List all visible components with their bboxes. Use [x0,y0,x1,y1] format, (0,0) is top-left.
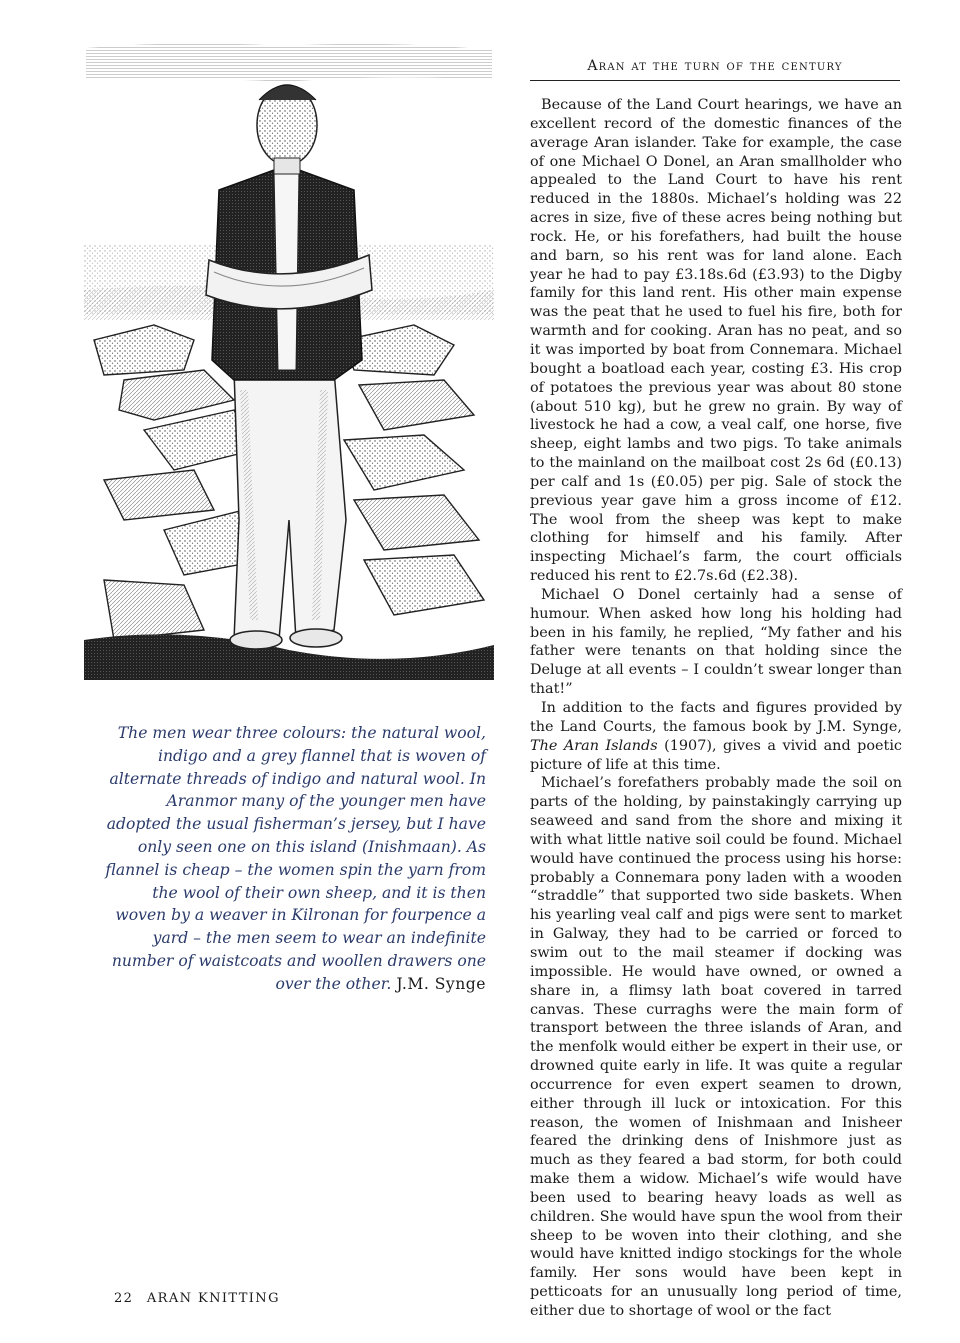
caption-quote: The men wear three colours: the natural wool, indigo and a grey flannel that is woven of alternate threads of indigo and natural wool. In Aranmor many of the younger men have adopted the usual fisherman’s jersey, but I have only seen one on this island (Inishmaan). As flannel is cheap – the women spin the yarn from the wool of their own sheep, and it is then woven by a weaver in Kilronan for fourpence a yard – the men seem to wear an indefinite number of waistcoats and woollen drawers one over the other. [105,724,486,993]
footer-book-title: ARAN KNITTING [146,1291,280,1306]
body-text: (1907), gives a vivid and poetic picture of life at this time. [530,737,902,773]
body-paragraph: Michael’s forefathers probably made the soil on parts of the holding, by painstakingly carrying up seaweed and sand from the shore and mixing it with what little native soil could be found. Michael would have continued the process using his horse: probably a Connemara pony laden with a wooden “straddle” that supported two side baskets. When his yearling veal calf and pigs were sent to market in Galway, they had to be carried or forced to swim out to the mail steamer if docking was impossible. He would have owned, or owned a share in, a flimsy lath boat covered in tarred canvas. These curraghs were the main form of transport between the three islands of Aran, and the menfolk would either be expert in their use, or drowned quite early in life. It was quite a regular occurrence for even expert seamen to drown, either through ill luck or intoxication. For this reason, the women of Inishmaan and Inisheer feared the drinking dens of Inishmore just as much as they feared a bad storm, for both could make them a widow. Michael’s wife would have been used to bearing heavy loads as well as children. She would have spun the wool from their sheep to be woven into their clothing, and she would have knitted indigo stockings for the whole family. Her sons would have been kept in petticoats for an unusually long period of time, either due to shortage of wool or the fact [530,775,902,1319]
body-paragraph: Michael O Donel certainly had a sense of humour. When asked how long his holding had been in his family, he replied, “My father and his father were tenants on that holding since the Deluge at all events – I couldn’t swear longer than that!” [530,586,902,698]
illustration-aran-islander-drawing [84,40,494,680]
book-title: The Aran Islands [530,737,658,754]
body-paragraph [530,699,902,774]
running-head: Aran at the turn of the century [530,58,900,81]
body-text: In addition to the facts and figures provided by the Land Courts, the famous book by J.M. Synge, [530,700,902,735]
illustration-caption [104,722,486,996]
illustration-aran-islander [84,40,494,680]
body-paragraph: Because of the Land Court hearings, we have an excellent record of the domestic finances of the average Aran islander. Take for example, the case of one Michael O Donel, an Aran smallholder who appealed to the Land Court to have his rent reduced in the 1880s. Michael’s holding was 22 acres in size, five of these acres being nothing but rock. He, or his forefathers, had built the house and barn, so his rent was for land alone. Each year he had to pay £3.18s.6d (£3.93) to the Digby family for this land rent. His other main expense was the peat that he used to fuel his fire, both for warmth and for cooking. Aran has no peat, and so it was imported by boat from Connemara. Michael bought a boatload each year, costing £3. His crop of potatoes the previous year was about 80 stone (about 510 kg), but he grew no grain. By way of livestock he had a cow, a veal calf, one horse, five sheep, eight lambs and two pigs. To take animals to the mainland on the mailboat cost 2s 6d (£0.13) per calf and 1s (£0.05) per pig. Sale of stock the previous year gave him a gross income of £12. The wool from the sheep was kept to make clothing for himself and his family. After inspecting Michael’s farm, the court officials reduced his rent to £2.7s.6d (£2.38). [530,97,902,585]
caption-attribution: J.M. Synge [396,974,486,993]
page-footer [114,1291,280,1306]
body-text-column [530,96,902,1321]
page-number: 22 [114,1291,134,1306]
